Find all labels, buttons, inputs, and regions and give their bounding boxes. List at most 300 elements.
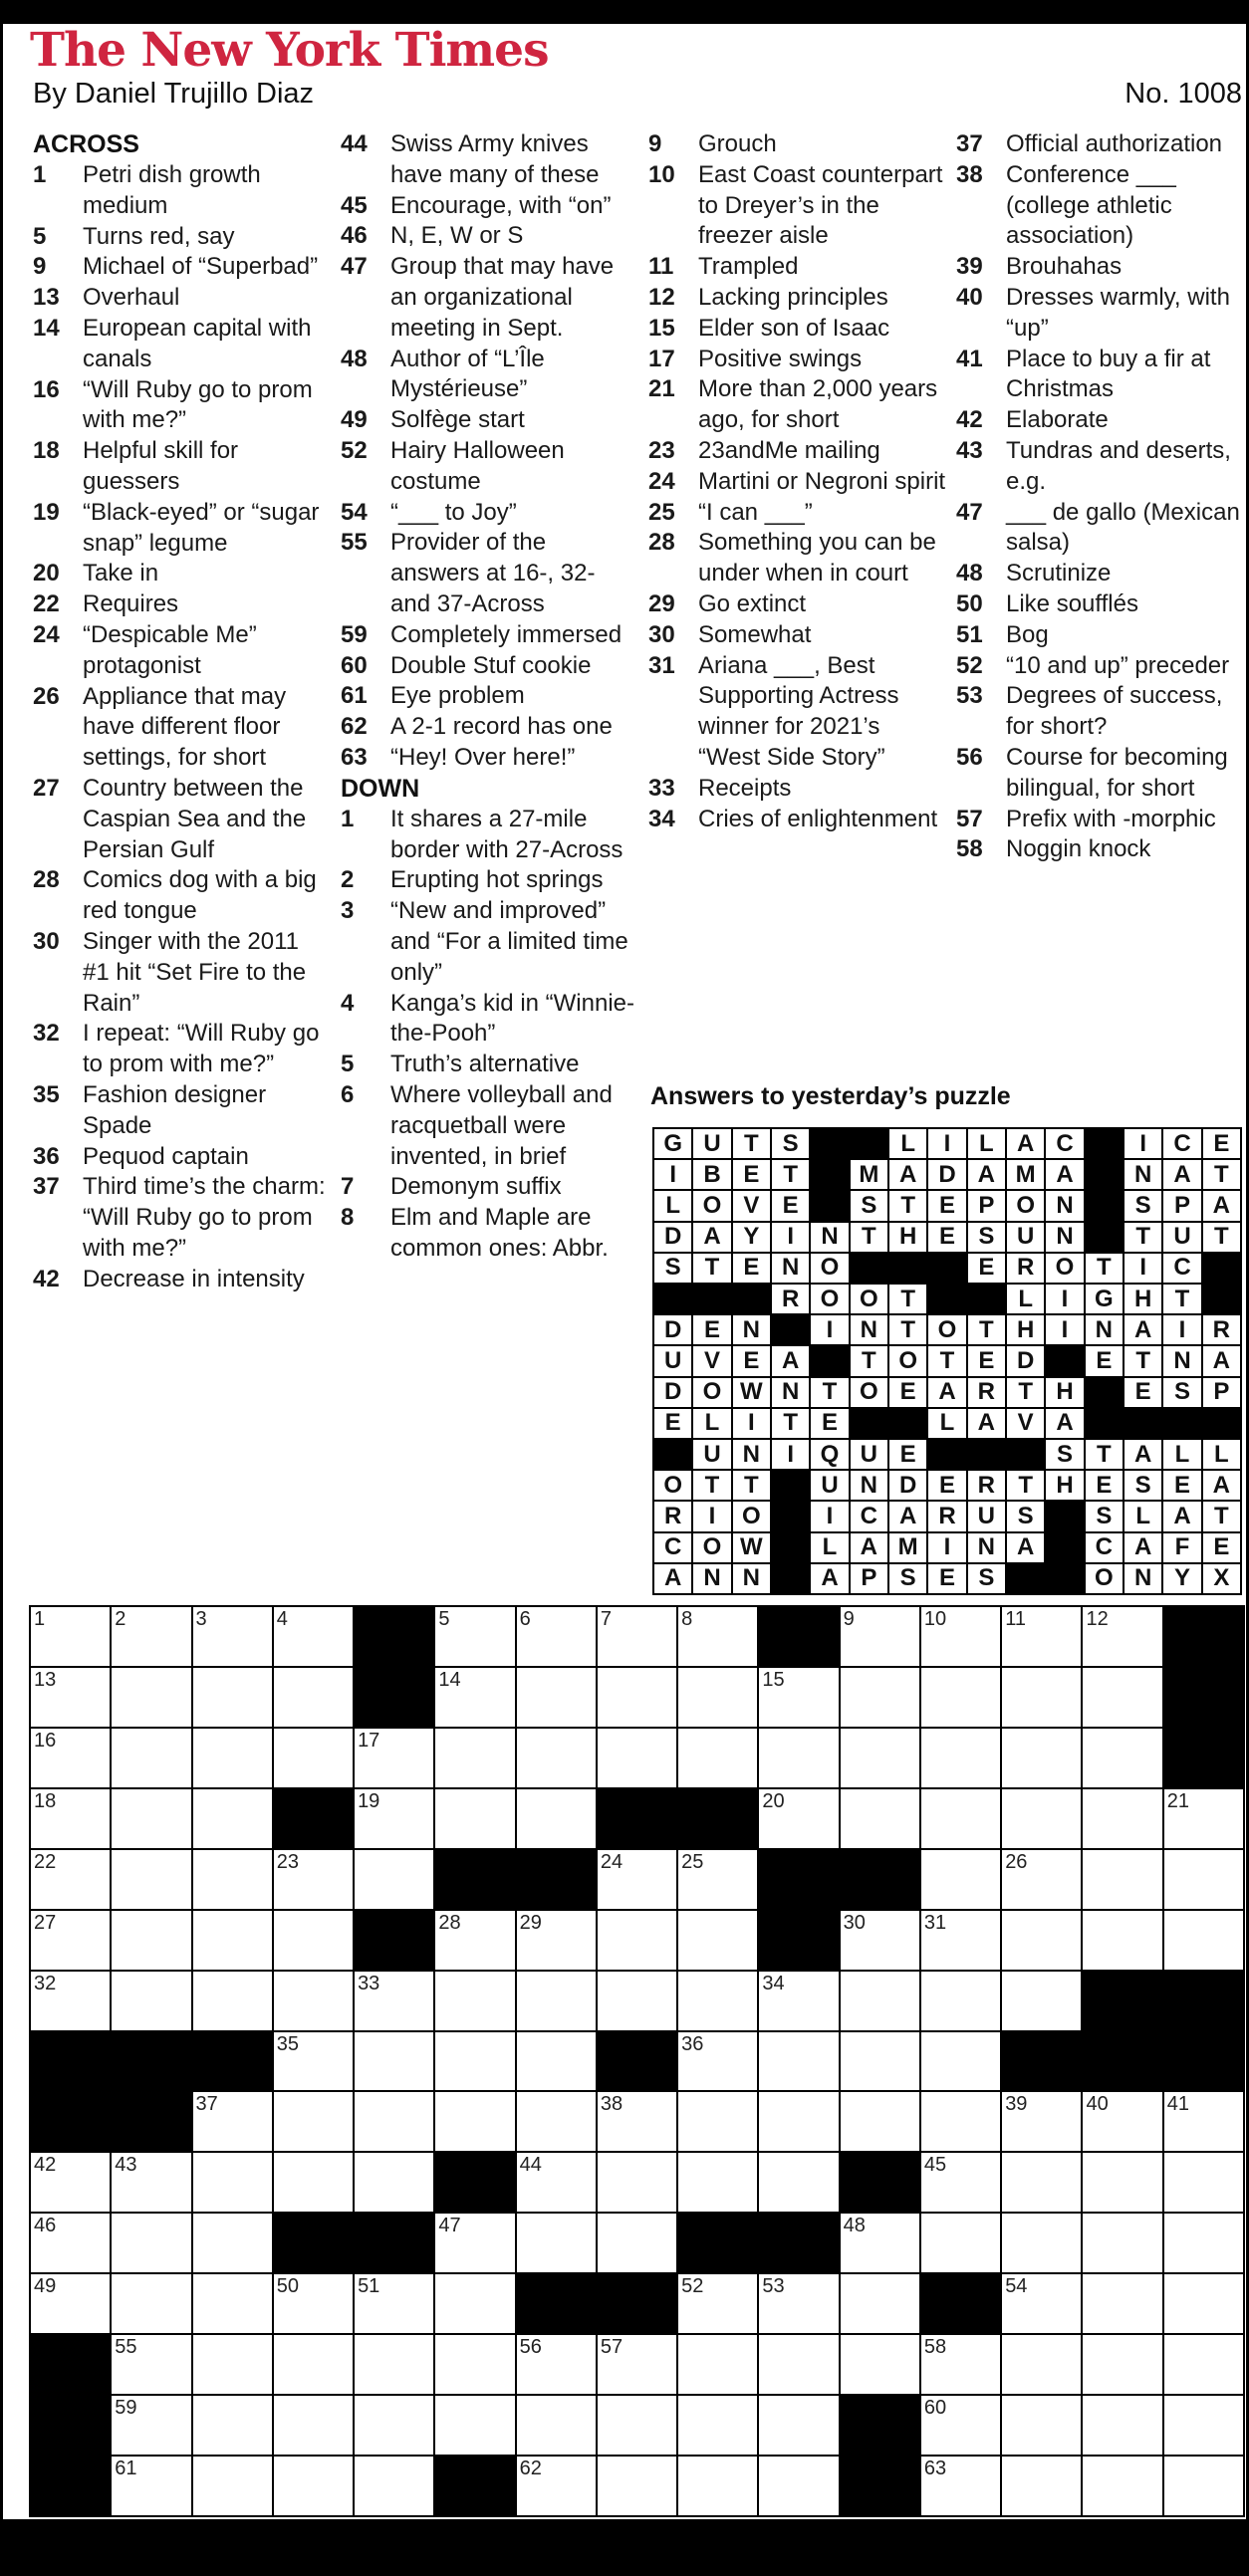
clue-item[interactable] bbox=[341, 129, 639, 191]
clue-item[interactable] bbox=[956, 620, 1245, 651]
clue-item[interactable] bbox=[341, 498, 639, 529]
grid-cell[interactable] bbox=[517, 2396, 596, 2455]
clue-text: Somewhat bbox=[698, 620, 812, 648]
grid-cell[interactable] bbox=[355, 1789, 433, 1848]
clue-text: More than 2,000 years ago, for short bbox=[698, 375, 938, 434]
grid-cell[interactable] bbox=[841, 2335, 919, 2394]
clue-item[interactable] bbox=[33, 160, 332, 222]
grid-cell[interactable] bbox=[517, 1789, 596, 1848]
grid-cell[interactable] bbox=[517, 2153, 596, 2212]
grid-cell[interactable] bbox=[678, 2092, 757, 2151]
clue-item[interactable] bbox=[648, 528, 947, 589]
grid-cell[interactable] bbox=[112, 2214, 190, 2272]
grid-cell[interactable] bbox=[31, 1607, 110, 1666]
clue-item[interactable] bbox=[341, 896, 639, 988]
answer-cell: I bbox=[693, 1502, 730, 1530]
clue-item[interactable] bbox=[648, 283, 947, 314]
grid-cell[interactable] bbox=[435, 2214, 514, 2272]
cell-number: 27 bbox=[34, 1911, 57, 1934]
answer-cell: V bbox=[733, 1191, 770, 1220]
clue-item[interactable] bbox=[648, 436, 947, 467]
grid-cell[interactable] bbox=[112, 1972, 190, 2030]
grid-cell[interactable] bbox=[598, 1668, 676, 1727]
answer-cell: N bbox=[851, 1471, 887, 1500]
grid-cell[interactable] bbox=[1083, 2335, 1161, 2394]
grid-cell[interactable] bbox=[112, 2153, 190, 2212]
clue-item[interactable] bbox=[648, 620, 947, 651]
grid-cell[interactable] bbox=[1164, 2092, 1243, 2151]
grid-cell[interactable] bbox=[112, 2396, 190, 2455]
clue-item[interactable] bbox=[648, 252, 947, 283]
clue-item[interactable] bbox=[648, 589, 947, 620]
grid-cell[interactable] bbox=[112, 2335, 190, 2394]
clue-item[interactable] bbox=[33, 682, 332, 774]
grid-cell[interactable] bbox=[841, 1911, 919, 1970]
grid-cell[interactable] bbox=[1002, 2335, 1081, 2394]
clue-item[interactable] bbox=[341, 1050, 639, 1080]
grid-cell[interactable] bbox=[1002, 1729, 1081, 1787]
clue-number: 18 bbox=[33, 437, 60, 465]
grid-cell[interactable] bbox=[355, 1972, 433, 2030]
grid-cell[interactable] bbox=[193, 2153, 272, 2212]
grid-cell[interactable] bbox=[1002, 1911, 1081, 1970]
grid-cell[interactable] bbox=[355, 2153, 433, 2212]
answer-block bbox=[928, 1285, 965, 1313]
grid-cell[interactable] bbox=[193, 2457, 272, 2515]
grid-cell[interactable] bbox=[31, 1972, 110, 2030]
grid-cell[interactable] bbox=[1083, 1729, 1161, 1787]
grid-cell[interactable] bbox=[598, 1911, 676, 1970]
grid-cell[interactable] bbox=[274, 2457, 353, 2515]
grid-cell[interactable] bbox=[759, 1789, 838, 1848]
answer-block bbox=[772, 1471, 809, 1500]
grid-cell[interactable] bbox=[759, 2092, 838, 2151]
answer-cell: E bbox=[1086, 1471, 1123, 1500]
grid-cell[interactable] bbox=[435, 1972, 514, 2030]
grid-cell[interactable] bbox=[841, 2092, 919, 2151]
grid-cell[interactable] bbox=[193, 2274, 272, 2333]
clue-item[interactable] bbox=[956, 651, 1245, 682]
clue-item[interactable] bbox=[648, 467, 947, 498]
clue-item[interactable] bbox=[648, 374, 947, 436]
clue-item[interactable] bbox=[648, 314, 947, 345]
grid-cell[interactable] bbox=[759, 2335, 838, 2394]
grid-cell[interactable] bbox=[598, 1850, 676, 1909]
grid-cell[interactable] bbox=[921, 2092, 1000, 2151]
clue-item[interactable] bbox=[341, 989, 639, 1051]
grid-cell[interactable] bbox=[598, 1729, 676, 1787]
grid-cell[interactable] bbox=[517, 2092, 596, 2151]
grid-cell[interactable] bbox=[274, 1607, 353, 1666]
grid-cell[interactable] bbox=[355, 2335, 433, 2394]
clue-item[interactable] bbox=[341, 620, 639, 651]
grid-cell[interactable] bbox=[921, 2396, 1000, 2455]
cell-number: 15 bbox=[762, 1668, 785, 1691]
grid-cell[interactable] bbox=[841, 2274, 919, 2333]
grid-cell[interactable] bbox=[435, 1789, 514, 1848]
grid-cell[interactable] bbox=[112, 2274, 190, 2333]
grid-cell[interactable] bbox=[435, 2032, 514, 2091]
clue-text: Overhaul bbox=[83, 284, 180, 312]
clue-item[interactable] bbox=[956, 436, 1245, 498]
grid-cell[interactable] bbox=[435, 2335, 514, 2394]
grid-cell[interactable] bbox=[1002, 1850, 1081, 1909]
grid-cell[interactable] bbox=[274, 2274, 353, 2333]
clue-item[interactable] bbox=[33, 927, 332, 1019]
clue-item[interactable] bbox=[341, 345, 639, 406]
grid-cell[interactable] bbox=[435, 2274, 514, 2333]
clue-item[interactable] bbox=[956, 498, 1245, 560]
clue-item[interactable] bbox=[648, 345, 947, 375]
answer-cell: T bbox=[968, 1315, 1005, 1344]
grid-cell[interactable] bbox=[112, 1668, 190, 1727]
cell-number: 58 bbox=[923, 2336, 947, 2359]
clue-item[interactable] bbox=[956, 345, 1245, 406]
clue-item[interactable] bbox=[33, 1172, 332, 1264]
clue-item[interactable] bbox=[33, 283, 332, 314]
clue-item[interactable] bbox=[341, 405, 639, 436]
grid-cell[interactable] bbox=[1002, 2396, 1081, 2455]
grid-cell[interactable] bbox=[1083, 1607, 1161, 1666]
grid-cell[interactable] bbox=[1002, 2274, 1081, 2333]
answer-cell: R bbox=[968, 1378, 1005, 1407]
grid-cell[interactable] bbox=[841, 1789, 919, 1848]
clue-item[interactable] bbox=[956, 160, 1245, 252]
grid-cell[interactable] bbox=[517, 2032, 596, 2091]
grid-cell[interactable] bbox=[1164, 1850, 1243, 1909]
clue-item[interactable] bbox=[956, 559, 1245, 589]
grid-cell[interactable] bbox=[517, 1668, 596, 1727]
grid-cell[interactable] bbox=[1164, 1789, 1243, 1848]
grid-cell[interactable] bbox=[1164, 2335, 1243, 2394]
answer-cell: N bbox=[733, 1440, 770, 1469]
grid-cell[interactable] bbox=[517, 2457, 596, 2515]
grid-cell[interactable] bbox=[1164, 1911, 1243, 1970]
grid-cell[interactable] bbox=[841, 2032, 919, 2091]
grid-cell[interactable] bbox=[31, 1729, 110, 1787]
answer-cell: A bbox=[851, 1533, 887, 1562]
grid-cell[interactable] bbox=[355, 2274, 433, 2333]
clue-item[interactable] bbox=[648, 498, 947, 529]
grid-cell[interactable] bbox=[598, 2214, 676, 2272]
clue-item[interactable] bbox=[341, 681, 639, 712]
grid-cell[interactable] bbox=[678, 1729, 757, 1787]
grid-cell[interactable] bbox=[193, 1972, 272, 2030]
grid-cell[interactable] bbox=[921, 2214, 1000, 2272]
clue-number: 41 bbox=[956, 345, 983, 372]
grid-cell[interactable] bbox=[435, 2092, 514, 2151]
grid-cell[interactable] bbox=[1083, 1668, 1161, 1727]
clue-item[interactable] bbox=[341, 252, 639, 344]
clue-item[interactable] bbox=[341, 191, 639, 222]
grid-cell[interactable] bbox=[921, 2335, 1000, 2394]
grid-cell[interactable] bbox=[112, 1911, 190, 1970]
clue-item[interactable] bbox=[341, 651, 639, 682]
clue-column-2 bbox=[341, 129, 639, 1265]
grid-cell[interactable] bbox=[759, 2153, 838, 2212]
grid-cell[interactable] bbox=[1002, 1607, 1081, 1666]
grid-cell[interactable] bbox=[678, 2457, 757, 2515]
grid-cell[interactable] bbox=[274, 2153, 353, 2212]
grid-cell[interactable] bbox=[31, 1911, 110, 1970]
grid-cell[interactable] bbox=[355, 2032, 433, 2091]
grid-cell[interactable] bbox=[193, 1607, 272, 1666]
grid-block bbox=[435, 1850, 514, 1909]
grid-cell[interactable] bbox=[921, 1911, 1000, 1970]
grid-cell[interactable] bbox=[517, 1911, 596, 1970]
grid-cell[interactable] bbox=[193, 1789, 272, 1848]
grid-cell[interactable] bbox=[759, 2032, 838, 2091]
clue-item[interactable] bbox=[341, 865, 639, 896]
grid-cell[interactable] bbox=[112, 1789, 190, 1848]
grid-cell[interactable] bbox=[598, 1972, 676, 2030]
grid-cell[interactable] bbox=[112, 2457, 190, 2515]
clue-item[interactable] bbox=[33, 559, 332, 589]
grid-cell[interactable] bbox=[759, 2274, 838, 2333]
grid-cell[interactable] bbox=[1002, 2457, 1081, 2515]
grid-cell[interactable] bbox=[1164, 2274, 1243, 2333]
grid-cell[interactable] bbox=[31, 1668, 110, 1727]
clue-item[interactable] bbox=[341, 1203, 639, 1265]
grid-cell[interactable] bbox=[921, 1729, 1000, 1787]
answer-cell: A bbox=[968, 1409, 1005, 1438]
clue-item[interactable] bbox=[648, 160, 947, 252]
grid-cell[interactable] bbox=[435, 1668, 514, 1727]
grid-cell[interactable] bbox=[1083, 2274, 1161, 2333]
clue-item[interactable] bbox=[341, 221, 639, 252]
grid-cell[interactable] bbox=[274, 2032, 353, 2091]
grid-cell[interactable] bbox=[759, 1729, 838, 1787]
clue-item[interactable] bbox=[648, 129, 947, 160]
clue-item[interactable] bbox=[956, 405, 1245, 436]
grid-cell[interactable] bbox=[678, 2153, 757, 2212]
clue-item[interactable] bbox=[956, 805, 1245, 835]
grid-cell[interactable] bbox=[921, 2153, 1000, 2212]
grid-cell[interactable] bbox=[31, 2214, 110, 2272]
grid-cell[interactable] bbox=[921, 1972, 1000, 2030]
grid-cell[interactable] bbox=[274, 1850, 353, 1909]
grid-cell[interactable] bbox=[1083, 2153, 1161, 2212]
grid-cell[interactable] bbox=[598, 1607, 676, 1666]
clue-item[interactable] bbox=[956, 252, 1245, 283]
grid-cell[interactable] bbox=[678, 2032, 757, 2091]
grid-cell[interactable] bbox=[678, 2274, 757, 2333]
grid-cell[interactable] bbox=[193, 2396, 272, 2455]
grid-cell[interactable] bbox=[759, 2396, 838, 2455]
grid-cell[interactable] bbox=[193, 1729, 272, 1787]
grid-cell[interactable] bbox=[1083, 2457, 1161, 2515]
clue-item[interactable] bbox=[33, 436, 332, 498]
grid-cell[interactable] bbox=[274, 2335, 353, 2394]
grid-cell[interactable] bbox=[274, 1668, 353, 1727]
grid-cell[interactable] bbox=[759, 1668, 838, 1727]
clue-item[interactable] bbox=[956, 681, 1245, 743]
clue-item[interactable] bbox=[33, 1142, 332, 1173]
grid-cell[interactable] bbox=[435, 1607, 514, 1666]
grid-cell[interactable] bbox=[274, 2396, 353, 2455]
grid-cell[interactable] bbox=[678, 1668, 757, 1727]
masthead-title: The New York Times bbox=[30, 24, 549, 78]
grid-cell[interactable] bbox=[1083, 2214, 1161, 2272]
grid-cell[interactable] bbox=[355, 1729, 433, 1787]
grid-cell[interactable] bbox=[355, 2457, 433, 2515]
grid-cell[interactable] bbox=[193, 2214, 272, 2272]
grid-cell[interactable] bbox=[517, 1972, 596, 2030]
grid-cell[interactable] bbox=[921, 1607, 1000, 1666]
grid-cell[interactable] bbox=[1002, 1668, 1081, 1727]
answer-block bbox=[811, 1129, 848, 1158]
grid-block bbox=[274, 2214, 353, 2272]
grid-cell[interactable] bbox=[921, 2457, 1000, 2515]
grid-cell[interactable] bbox=[274, 2092, 353, 2151]
answer-cell: A bbox=[1203, 1471, 1240, 1500]
grid-cell[interactable] bbox=[598, 2092, 676, 2151]
clue-item[interactable] bbox=[33, 375, 332, 437]
clue-item[interactable] bbox=[33, 1080, 332, 1142]
grid-cell[interactable] bbox=[598, 2335, 676, 2394]
grid-cell[interactable] bbox=[678, 1972, 757, 2030]
grid-cell[interactable] bbox=[841, 1972, 919, 2030]
clue-item[interactable] bbox=[648, 651, 947, 774]
clue-number: 29 bbox=[648, 589, 675, 617]
cell-number: 5 bbox=[438, 1608, 450, 1630]
grid-cell[interactable] bbox=[841, 1668, 919, 1727]
clue-item[interactable] bbox=[33, 498, 332, 560]
grid-cell[interactable] bbox=[112, 1729, 190, 1787]
grid-cell[interactable] bbox=[435, 2396, 514, 2455]
grid-cell[interactable] bbox=[841, 2214, 919, 2272]
grid-cell[interactable] bbox=[921, 1789, 1000, 1848]
clue-number: 36 bbox=[33, 1142, 60, 1170]
grid-cell[interactable] bbox=[1002, 1789, 1081, 1848]
answer-cell: I bbox=[928, 1129, 965, 1158]
answer-cell: E bbox=[733, 1346, 770, 1375]
grid-cell[interactable] bbox=[678, 2335, 757, 2394]
grid-cell[interactable] bbox=[517, 2335, 596, 2394]
clue-item[interactable] bbox=[648, 805, 947, 835]
clue-item[interactable] bbox=[33, 1265, 332, 1295]
clue-item[interactable] bbox=[33, 222, 332, 253]
clue-item[interactable] bbox=[648, 774, 947, 805]
grid-cell[interactable] bbox=[598, 2457, 676, 2515]
grid-cell[interactable] bbox=[1083, 1850, 1161, 1909]
grid-cell[interactable] bbox=[598, 2153, 676, 2212]
grid-cell[interactable] bbox=[841, 1729, 919, 1787]
clue-item[interactable] bbox=[33, 1019, 332, 1080]
grid-cell[interactable] bbox=[1083, 1789, 1161, 1848]
grid-cell[interactable] bbox=[193, 2092, 272, 2151]
grid-cell[interactable] bbox=[193, 1850, 272, 1909]
clue-item[interactable] bbox=[341, 1172, 639, 1203]
clue-text: Official authorization bbox=[1006, 130, 1223, 157]
grid-cell[interactable] bbox=[355, 2396, 433, 2455]
grid-cell[interactable] bbox=[678, 2396, 757, 2455]
clue-number: 63 bbox=[341, 743, 368, 771]
answer-cell: L bbox=[1163, 1440, 1200, 1469]
grid-cell[interactable] bbox=[355, 1850, 433, 1909]
grid-cell[interactable] bbox=[921, 1668, 1000, 1727]
clue-item[interactable] bbox=[956, 129, 1245, 160]
grid-cell[interactable] bbox=[31, 1850, 110, 1909]
grid-cell[interactable] bbox=[274, 1972, 353, 2030]
clue-item[interactable] bbox=[341, 743, 639, 774]
grid-cell[interactable] bbox=[1002, 2214, 1081, 2272]
clue-item[interactable] bbox=[341, 805, 639, 866]
grid-cell[interactable] bbox=[517, 1607, 596, 1666]
clue-column-1 bbox=[33, 129, 332, 1294]
grid-cell[interactable] bbox=[921, 1850, 1000, 1909]
grid-cell[interactable] bbox=[1083, 1911, 1161, 1970]
grid-cell[interactable] bbox=[598, 2396, 676, 2455]
grid-cell[interactable] bbox=[759, 2457, 838, 2515]
clue-number: 9 bbox=[648, 130, 662, 157]
clue-item[interactable] bbox=[341, 712, 639, 743]
clue-item[interactable] bbox=[33, 865, 332, 927]
grid-cell[interactable] bbox=[31, 1789, 110, 1848]
grid-cell[interactable] bbox=[435, 1911, 514, 1970]
clue-item[interactable] bbox=[956, 283, 1245, 345]
clue-item[interactable] bbox=[956, 589, 1245, 620]
grid-cell[interactable] bbox=[31, 2274, 110, 2333]
grid-cell[interactable] bbox=[112, 1607, 190, 1666]
grid-cell[interactable] bbox=[112, 1850, 190, 1909]
grid-cell[interactable] bbox=[1164, 2153, 1243, 2212]
grid-cell[interactable] bbox=[678, 1850, 757, 1909]
grid-cell[interactable] bbox=[517, 2214, 596, 2272]
grid-cell[interactable] bbox=[355, 2092, 433, 2151]
grid-cell[interactable] bbox=[1002, 2092, 1081, 2151]
clue-item[interactable] bbox=[33, 252, 332, 283]
grid-cell[interactable] bbox=[678, 1607, 757, 1666]
clue-item[interactable] bbox=[341, 528, 639, 619]
clue-item[interactable] bbox=[341, 1080, 639, 1172]
clue-item[interactable] bbox=[33, 620, 332, 682]
answer-cell: T bbox=[1203, 1160, 1240, 1189]
grid-cell[interactable] bbox=[678, 1911, 757, 1970]
grid-cell[interactable] bbox=[1164, 2214, 1243, 2272]
answer-cell: T bbox=[889, 1315, 926, 1344]
grid-cell[interactable] bbox=[193, 2335, 272, 2394]
grid-cell[interactable] bbox=[1002, 1972, 1081, 2030]
grid-cell[interactable] bbox=[759, 1972, 838, 2030]
clue-item[interactable] bbox=[341, 436, 639, 498]
clue-item[interactable] bbox=[33, 589, 332, 620]
clue-text: Ariana ___, Best Supporting Actress winner for 2021’s “West Side Story” bbox=[698, 651, 899, 771]
grid-cell[interactable] bbox=[193, 1911, 272, 1970]
answer-cell: T bbox=[733, 1129, 770, 1158]
grid-cell[interactable] bbox=[193, 1668, 272, 1727]
grid-cell[interactable] bbox=[517, 1729, 596, 1787]
grid-cell[interactable] bbox=[274, 1729, 353, 1787]
clue-item[interactable] bbox=[956, 743, 1245, 805]
grid-cell[interactable] bbox=[1164, 2457, 1243, 2515]
grid-cell[interactable] bbox=[1083, 2092, 1161, 2151]
clue-item[interactable] bbox=[33, 314, 332, 375]
answer-block bbox=[811, 1346, 848, 1375]
grid-cell[interactable] bbox=[921, 2032, 1000, 2091]
grid-cell[interactable] bbox=[1164, 2396, 1243, 2455]
grid-cell[interactable] bbox=[1002, 2153, 1081, 2212]
grid-cell[interactable] bbox=[841, 1607, 919, 1666]
clue-item[interactable] bbox=[956, 834, 1245, 865]
grid-block bbox=[598, 2032, 676, 2091]
cell-number: 61 bbox=[115, 2458, 137, 2480]
grid-cell[interactable] bbox=[1083, 2396, 1161, 2455]
grid-cell[interactable] bbox=[435, 1729, 514, 1787]
clue-item[interactable] bbox=[33, 774, 332, 865]
grid-cell[interactable] bbox=[31, 2153, 110, 2212]
grid-cell[interactable] bbox=[274, 1911, 353, 1970]
